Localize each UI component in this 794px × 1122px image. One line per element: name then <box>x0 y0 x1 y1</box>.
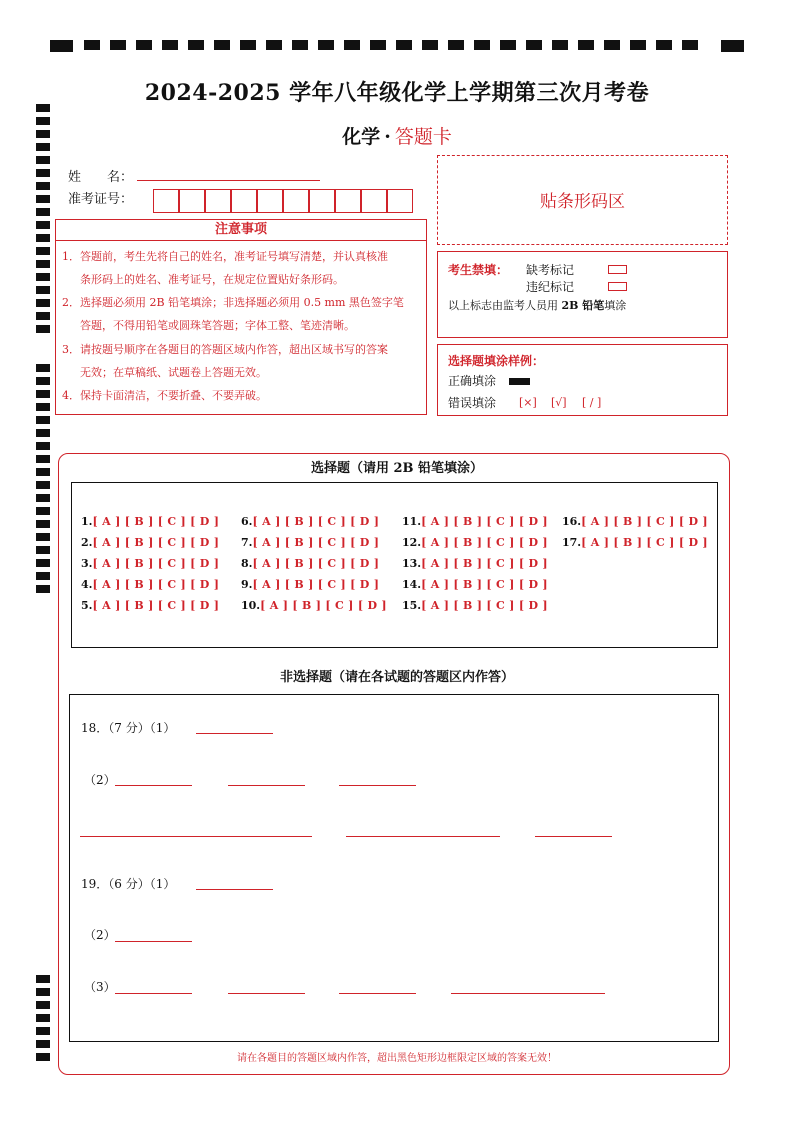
absent-label: 缺考标记 <box>526 263 575 277</box>
notice-item: 1．答题前，考生先将自己的姓名，准考证号填写清楚，并认真核准 <box>62 250 388 263</box>
mc-question-number: 12. <box>402 536 422 549</box>
footer-note: 请在各题目的答题区域内作答，超出黑色矩形边框限定区域的答案无效！ <box>237 1053 557 1064</box>
mc-question-14[interactable] <box>402 578 548 591</box>
q19-3-answer-a[interactable] <box>115 993 192 994</box>
mc-question-number: 11. <box>402 515 422 528</box>
mc-options[interactable]: [ A ] [ B ] [ C ] [ D ] <box>421 536 548 549</box>
mc-options[interactable]: [ A ] [ B ] [ C ] [ D ] <box>421 599 548 612</box>
wrong-fill-label: 错误填涂 <box>448 396 497 410</box>
barcode-area <box>437 155 728 245</box>
exam-id-label: 准考证号： <box>68 192 134 207</box>
mc-question-number: 1. <box>81 515 93 528</box>
mc-question-number: 13. <box>402 557 422 570</box>
barcode-label: 贴条形码区 <box>540 192 625 212</box>
mc-question-10[interactable] <box>241 599 387 612</box>
mc-options[interactable]: [ A ] [ B ] [ C ] [ D ] <box>421 578 548 591</box>
violation-label: 违纪标记 <box>526 280 575 294</box>
mc-question-number: 8. <box>241 557 253 570</box>
mc-options[interactable]: [ A ] [ B ] [ C ] [ D ] <box>252 557 380 570</box>
q18-label: 18．（7 分）（1） <box>81 721 176 735</box>
mc-question-number: 5. <box>81 599 93 612</box>
mc-question-4[interactable] <box>81 578 219 591</box>
mc-question-number: 15. <box>402 599 422 612</box>
mc-question-15[interactable] <box>402 599 548 612</box>
mc-options[interactable]: [ A ] [ B ] [ C ] [ D ] <box>581 515 708 528</box>
mc-question-13[interactable] <box>402 557 548 570</box>
subtitle-dot: · <box>384 126 391 148</box>
correct-fill-sample <box>509 378 530 385</box>
notice-item: 3．请按题号顺序在各题目的答题区域内作答，超出区域书写的答案 <box>62 343 388 356</box>
notice-heading: 注意事项 <box>55 219 427 241</box>
q18-1-answer[interactable] <box>196 733 273 734</box>
notice-item: 2．选择题必须用 2B 铅笔填涂；非选择题必须用 0.5 mm 黑色签字笔 <box>62 296 404 309</box>
mc-question-1[interactable] <box>81 515 219 528</box>
mc-question-number: 16. <box>562 515 582 528</box>
mc-options[interactable]: [ A ] [ B ] [ C ] [ D ] <box>252 536 380 549</box>
subtitle <box>0 122 794 149</box>
mc-question-number: 9. <box>241 578 253 591</box>
mc-options[interactable]: [ A ] [ B ] [ C ] [ D ] <box>421 515 548 528</box>
mc-question-number: 3. <box>81 557 93 570</box>
mc-question-3[interactable] <box>81 557 219 570</box>
notice-item: 4．保持卡面清洁，不要折叠、不要弄破。 <box>62 389 267 402</box>
mc-options[interactable]: [ A ] [ B ] [ C ] [ D ] <box>92 515 220 528</box>
mc-question-11[interactable] <box>402 515 548 528</box>
mc-question-2[interactable] <box>81 536 219 549</box>
q19-3-answer-d[interactable] <box>451 993 605 994</box>
q19-label: 19．（6 分）（1） <box>81 877 176 891</box>
mc-options[interactable]: [ A ] [ B ] [ C ] [ D ] <box>260 599 387 612</box>
mc-question-number: 2. <box>81 536 93 549</box>
mc-options[interactable]: [ A ] [ B ] [ C ] [ D ] <box>92 599 220 612</box>
absent-mark-box[interactable] <box>608 265 627 274</box>
q19-3-label: （3） <box>84 980 116 994</box>
mc-options[interactable]: [ A ] [ B ] [ C ] [ D ] <box>92 557 220 570</box>
mc-question-6[interactable] <box>241 515 379 528</box>
q19-2-answer[interactable] <box>115 941 192 942</box>
mc-question-number: 14. <box>402 578 422 591</box>
mc-question-9[interactable] <box>241 578 379 591</box>
notice-item: 无效；在草稿纸、试题卷上答题无效。 <box>80 366 267 379</box>
mc-options[interactable]: [ A ] [ B ] [ C ] [ D ] <box>581 536 708 549</box>
correct-fill-label: 正确填涂 <box>448 374 497 388</box>
q18-2-answer-c[interactable] <box>339 785 416 786</box>
ban-label: 考生禁填： <box>448 263 509 277</box>
mc-question-number: 4. <box>81 578 93 591</box>
sample-title: 选择题填涂样例： <box>448 354 545 368</box>
nmc-answer-box <box>69 694 719 1042</box>
subject-label: 化学 <box>342 126 381 148</box>
mc-question-17[interactable] <box>562 536 708 549</box>
mc-question-16[interactable] <box>562 515 708 528</box>
mc-options[interactable]: [ A ] [ B ] [ C ] [ D ] <box>421 557 548 570</box>
mc-question-7[interactable] <box>241 536 379 549</box>
q18-2-answer-f[interactable] <box>535 836 612 837</box>
mc-question-number: 6. <box>241 515 253 528</box>
card-label: 答题卡 <box>394 126 452 148</box>
mc-question-number: 17. <box>562 536 582 549</box>
nmc-section-title: 非选择题（请在各试题的答题区内作答） <box>279 670 514 685</box>
wrong-mark-check: [√] <box>551 396 567 409</box>
mc-question-5[interactable] <box>81 599 219 612</box>
name-field[interactable] <box>137 180 320 181</box>
q19-1-answer[interactable] <box>196 889 273 890</box>
name-label: 姓 名： <box>68 170 134 185</box>
fill-sample-box <box>437 344 728 416</box>
q19-2-label: （2） <box>84 928 116 942</box>
q19-3-answer-b[interactable] <box>228 993 305 994</box>
mc-question-8[interactable] <box>241 557 379 570</box>
mc-options[interactable]: [ A ] [ B ] [ C ] [ D ] <box>252 578 380 591</box>
mc-options[interactable]: [ A ] [ B ] [ C ] [ D ] <box>92 536 220 549</box>
ban-note: 以上标志由监考人员用 2B 铅笔填涂 <box>448 299 627 312</box>
page-title: 2024-2025 学年八年级化学上学期第三次月考卷 <box>144 80 650 106</box>
mc-question-number: 7. <box>241 536 253 549</box>
mc-question-12[interactable] <box>402 536 548 549</box>
violation-mark-box[interactable] <box>608 282 627 291</box>
mc-options[interactable]: [ A ] [ B ] [ C ] [ D ] <box>92 578 220 591</box>
notice-item: 答题，不得用铅笔或圆珠笔答题；字体工整、笔迹清晰。 <box>80 319 355 332</box>
wrong-mark-slash: [ / ] <box>582 396 602 409</box>
mc-options[interactable]: [ A ] [ B ] [ C ] [ D ] <box>252 515 380 528</box>
q18-2-label: （2） <box>84 773 116 787</box>
q18-2-answer-b[interactable] <box>228 785 305 786</box>
q18-2-answer-d[interactable] <box>80 836 312 837</box>
proctor-mark-box <box>437 251 728 338</box>
mc-section-title: 选择题（请用 2B 铅笔填涂） <box>310 461 484 476</box>
q19-3-answer-c[interactable] <box>339 993 416 994</box>
mc-question-number: 10. <box>241 599 261 612</box>
q18-2-answer-e[interactable] <box>346 836 500 837</box>
notice-item: 条形码上的姓名、准考证号，在规定位置贴好条形码。 <box>80 273 344 286</box>
q18-2-answer-a[interactable] <box>115 785 192 786</box>
wrong-mark-x: [×] <box>519 396 537 409</box>
